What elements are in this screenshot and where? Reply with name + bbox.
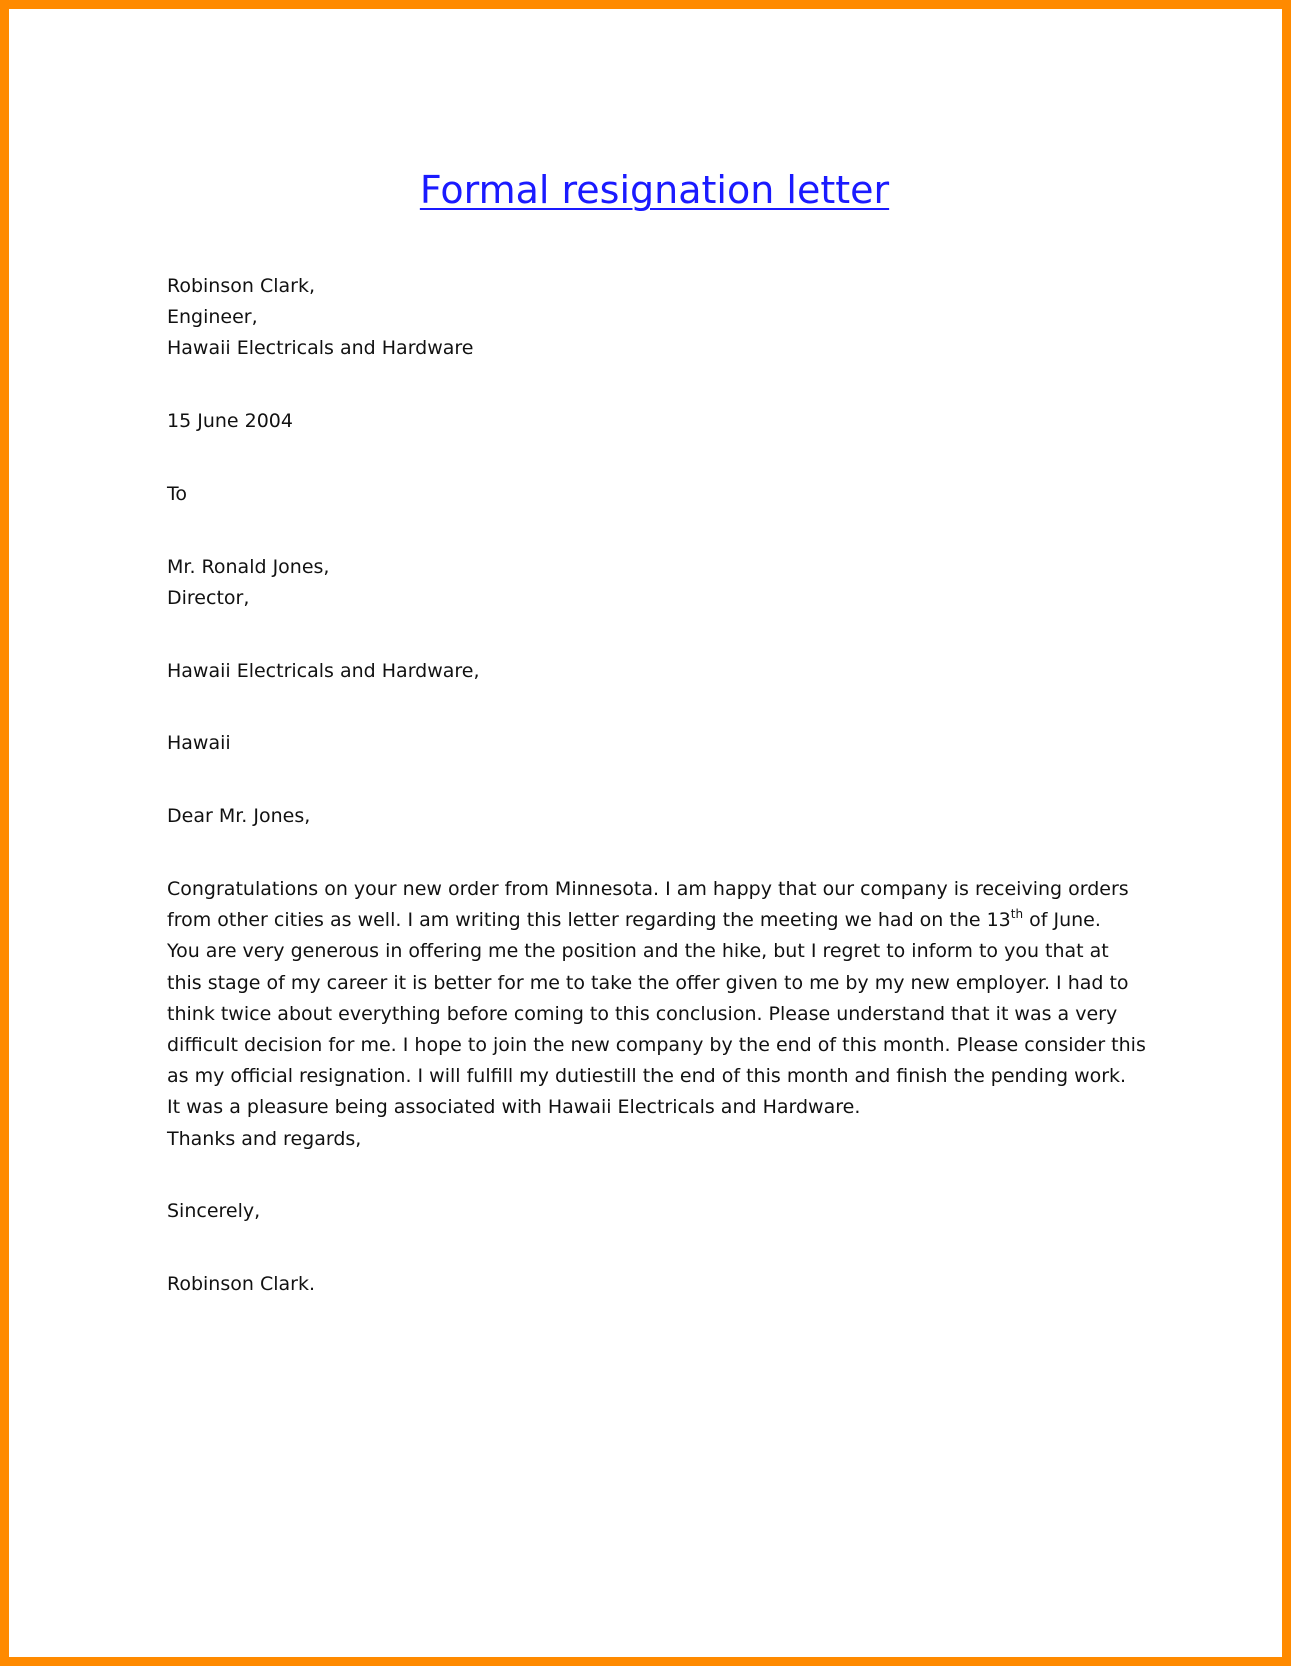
to-label: To bbox=[167, 482, 188, 505]
body-line bbox=[167, 905, 1167, 936]
body-line: think twice about everything before coming to this conclusion. Please understand that it was a very bbox=[167, 1002, 1118, 1025]
page-title bbox=[9, 165, 1291, 215]
body-line: It was a pleasure being associated with Hawaii Electricals and Hardware. bbox=[167, 1096, 861, 1119]
spacer bbox=[167, 1228, 1167, 1270]
body-line-text: of June. bbox=[1023, 909, 1101, 932]
body-line-text: from other cities as well. I am writing this letter regarding the meeting we had on the 13 bbox=[167, 909, 1011, 932]
body-line: You are very generous in offering me the position and the hike, but I regret to inform to you that at bbox=[167, 940, 1109, 963]
body-line: Thanks and regards, bbox=[167, 1127, 362, 1150]
recipient-position: Director, bbox=[167, 586, 250, 609]
ordinal-suffix: th bbox=[1010, 907, 1024, 922]
sender-name: Robinson Clark, bbox=[167, 275, 316, 297]
spacer bbox=[167, 832, 1167, 874]
spacer bbox=[167, 760, 1167, 802]
sender-position: Engineer, bbox=[167, 306, 258, 329]
salutation: Dear Mr. Jones, bbox=[167, 805, 311, 828]
closing: Sincerely, bbox=[167, 1200, 261, 1223]
sender-company: Hawaii Electricals and Hardware bbox=[167, 337, 474, 360]
spacer bbox=[167, 687, 1167, 729]
recipient-name: Mr. Ronald Jones, bbox=[167, 555, 330, 578]
spacer bbox=[167, 510, 1167, 552]
body-paragraph bbox=[167, 874, 1167, 1155]
body-line: as my official resignation. I will fulfill my dutiestill the end of this month and finish the pending work. bbox=[167, 1065, 1127, 1088]
recipient-company: Hawaii Electricals and Hardware, bbox=[167, 659, 480, 682]
letter-date: 15 June 2004 bbox=[167, 410, 293, 433]
body-line: difficult decision for me. I hope to join the new company by the end of this month. Please consider this bbox=[167, 1033, 1146, 1056]
recipient-location: Hawaii bbox=[167, 732, 231, 755]
title-link[interactable]: Formal resignation letter bbox=[419, 168, 890, 212]
letter-body bbox=[167, 271, 1167, 1300]
spacer bbox=[167, 437, 1167, 479]
spacer bbox=[167, 1155, 1167, 1197]
body-line: Congratulations on your new order from Minnesota. I am happy that our company is receiving orders bbox=[167, 878, 1129, 901]
spacer bbox=[167, 614, 1167, 656]
spacer bbox=[167, 365, 1167, 407]
body-line: this stage of my career it is better for me to take the offer given to me by my new employer. I had to bbox=[167, 971, 1129, 994]
signature: Robinson Clark. bbox=[167, 1273, 316, 1296]
